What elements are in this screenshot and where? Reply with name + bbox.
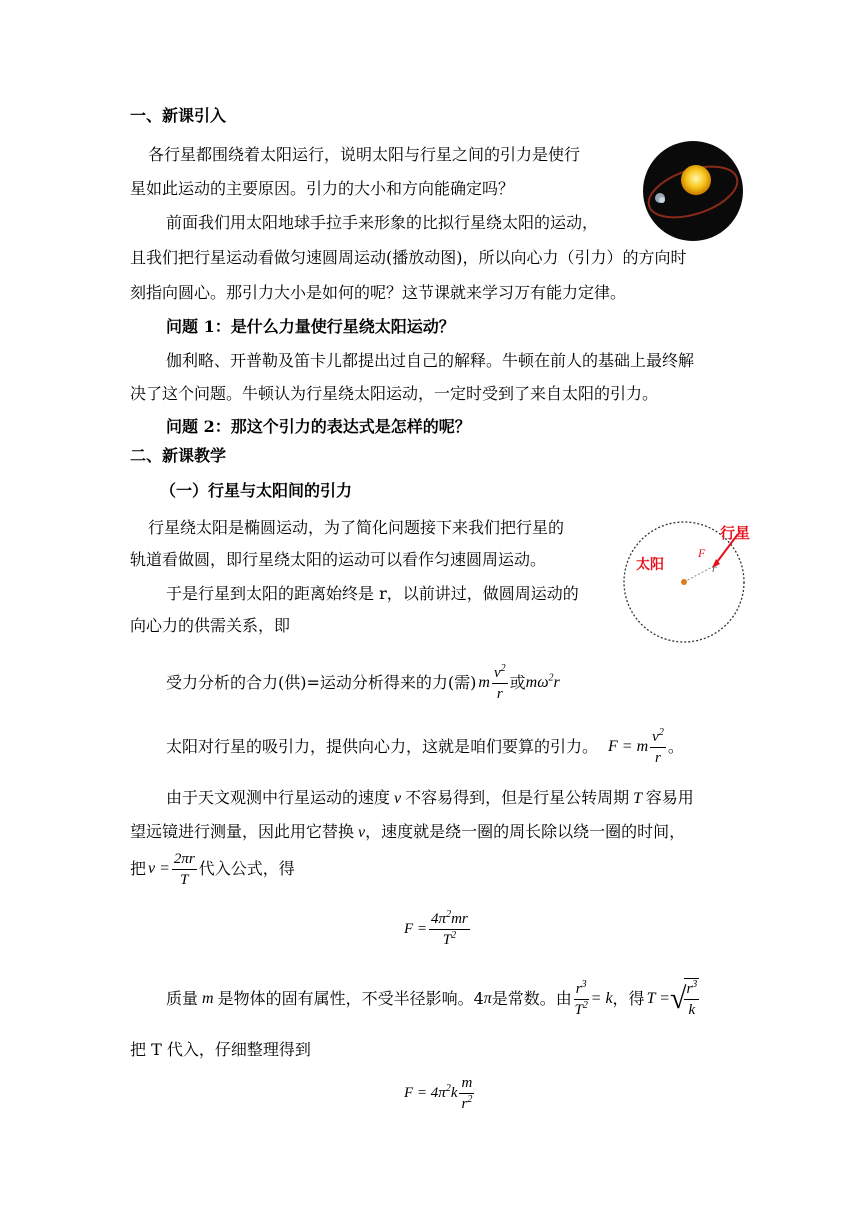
supply-demand-text: 受力分析的合力(供)=运动分析得来的力(需) — [166, 673, 477, 692]
formula-F-4pi2mr-over-T2: F = $\frac{4\pi^2mr}{T^2}$ — [404, 908, 468, 948]
formula-F-4pi2k-m-over-r2: $F = 4\pi^2k$ $\frac{m}{r^2}$ — [404, 1074, 473, 1112]
attraction-text: 太阳对行星的吸引力，提供向心力，这就是咱们要算的引力。 — [166, 737, 599, 756]
intro-paragraph-2-line-2: 且我们把行星运动看做匀速圆周运动(播放动图)，所以向心力（引力）的方向时 — [130, 248, 687, 267]
formula-2pir-over-T: $\frac{2\pi r}{T}$ — [173, 850, 195, 888]
or-text: 或 — [509, 673, 526, 692]
mass-text-b: 是物体的固有属性，不受半径影响。4 — [217, 989, 484, 1008]
var-v-2: v — [354, 824, 366, 841]
formula-m: m — [478, 674, 490, 691]
velocity-text-d: 望远镜进行测量，因此用它替换 — [130, 822, 355, 841]
mass-text-d: ，得 — [612, 989, 645, 1008]
formula-r3-over-T2: $\frac{r^3}{T^2}$ — [574, 978, 588, 1018]
radius-label: r — [712, 561, 717, 575]
velocity-paragraph-line-3 — [130, 846, 295, 892]
teaching-paragraph-1-line-1: 行星绕太阳是椭圆运动，为了简化问题接下来我们把行星的 — [148, 518, 565, 537]
formula-F-equals-m: F = m — [608, 738, 649, 755]
intro-paragraph-1-line-1: 各行星都围绕着太阳运行，说明太阳与行星之间的引力是使行 — [148, 145, 581, 164]
section-heading-teaching: 二、新课教学 — [130, 446, 227, 465]
attraction-line — [166, 722, 684, 772]
formula-sqrt-r3-over-k: √ $\frac{r^3}{k}$ — [669, 979, 698, 1018]
velocity-paragraph-line-1 — [166, 788, 694, 809]
formula-m-omega2-r: $m\omega^2r$ — [525, 672, 560, 691]
subsection-heading-planet-sun: （一）行星与太阳间的引力 — [160, 481, 353, 500]
planet-label: 行星 — [720, 524, 751, 542]
teaching-paragraph-1-line-2: 轨道看做圆，即行星绕太阳的运动可以看作匀速圆周运动。 — [130, 550, 547, 569]
substitute-text: 把 T 代入，仔细整理得到 — [130, 1040, 311, 1059]
formula-v2-over-r: $\frac{v^2}{r}$ — [493, 662, 506, 702]
velocity-text-b: 不容易得到，但是行星公转周期 — [405, 788, 630, 807]
orbit-diagram — [620, 516, 760, 652]
mass-text-a: 质量 — [166, 989, 199, 1008]
var-pi: π — [483, 990, 492, 1007]
var-m: m — [198, 990, 218, 1007]
formula-v2-over-r-2: $\frac{v^2}{r}$ — [652, 726, 664, 766]
formula-T-equals: T = — [646, 990, 670, 1007]
intro-paragraph-2-line-1: 前面我们用太阳地球手拉手来形象的比拟行星绕太阳的运动， — [166, 213, 599, 232]
intro-paragraph-2-line-3: 刻指向圆心。那引力大小是如何的呢？这节课就来学习万有能力定律。 — [130, 283, 627, 302]
question-2: 问题 2：那这个引力的表达式是怎样的呢？ — [166, 417, 471, 436]
supply-demand-line — [166, 658, 560, 708]
intro-paragraph-3-line-1: 伽利略、开普勒及笛卡儿都提出过自己的解释。牛顿在前人的基础上最终解 — [166, 351, 695, 370]
sun-label: 太阳 — [636, 557, 664, 573]
velocity-text-c: 容易用 — [645, 788, 694, 807]
velocity-text-e: ，速度就是绕一圈的周长除以绕一圈的时间， — [365, 822, 686, 841]
mass-paragraph — [166, 974, 701, 1024]
section-heading-intro: 一、新课引入 — [130, 106, 227, 125]
period-mark: 。 — [667, 737, 684, 756]
mass-text-c: 是常数。由 — [491, 989, 572, 1008]
velocity-text-f: 把 — [130, 859, 147, 878]
formula-v-equals: v = — [148, 860, 170, 877]
velocity-text-a: 由于天文观测中行星运动的速度 — [166, 788, 391, 807]
question-1: 问题 1：是什么力量使行星绕太阳运动？ — [166, 317, 455, 336]
velocity-paragraph-line-2 — [130, 822, 685, 843]
formula-equals-k: = k — [590, 990, 613, 1007]
var-v: v — [390, 790, 406, 807]
teaching-paragraph-2-line-1: 于是行星到太阳的距离始终是 r，以前讲过，做圆周运动的 — [166, 584, 579, 603]
solar-system-image — [642, 140, 744, 242]
velocity-text-g: 代入公式，得 — [198, 859, 295, 878]
var-T: T — [629, 790, 646, 807]
intro-paragraph-3-line-2: 决了这个问题。牛顿认为行星绕太阳运动，一定时受到了来自太阳的引力。 — [130, 384, 659, 403]
teaching-paragraph-2-line-2: 向心力的供需关系，即 — [130, 616, 291, 635]
intro-paragraph-1-line-2: 星如此运动的主要原因。引力的大小和方向能确定吗？ — [130, 179, 515, 198]
force-label: F — [698, 546, 706, 560]
